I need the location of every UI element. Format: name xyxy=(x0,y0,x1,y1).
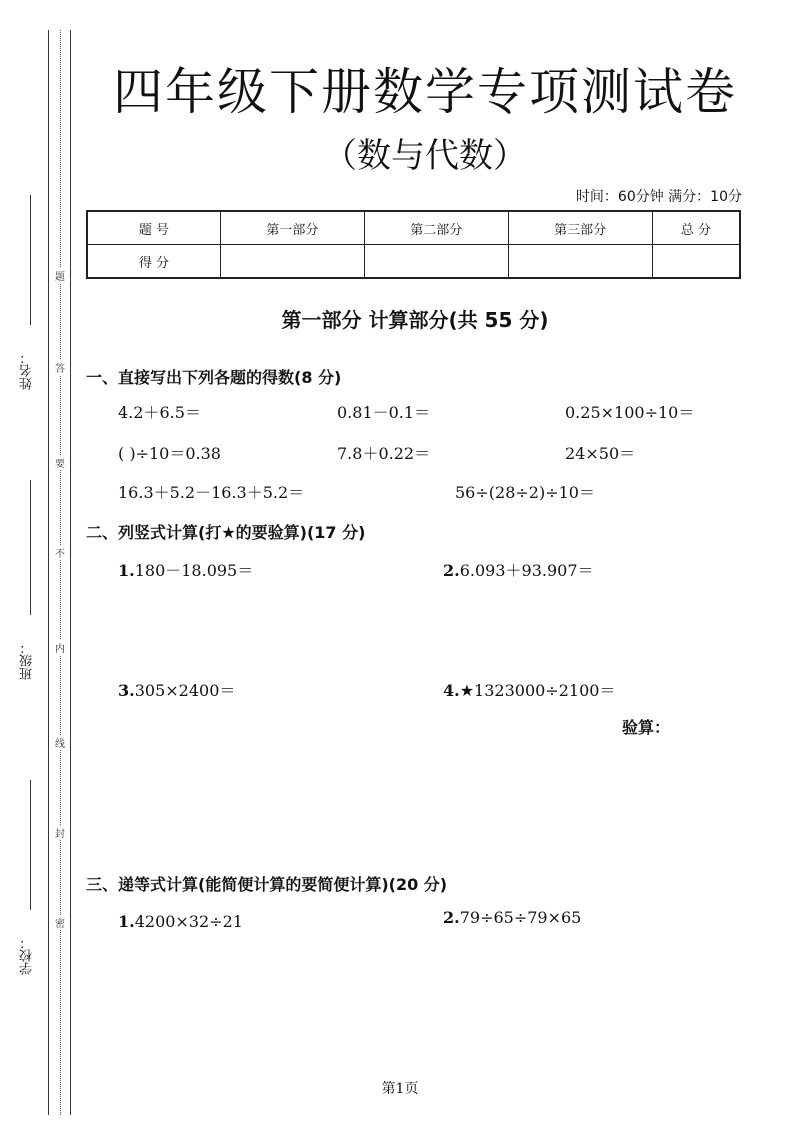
class-label: 班级： xyxy=(20,641,35,680)
score-cell: 题 号 xyxy=(87,211,221,245)
problem-item xyxy=(443,908,581,927)
score-cell: 得 分 xyxy=(87,245,221,279)
score-table-score-row xyxy=(87,245,740,279)
page-number: 第1页 xyxy=(381,1081,419,1097)
seal-char: 题 xyxy=(53,268,67,283)
margin-line xyxy=(70,30,71,1115)
problem-item: 0.25×100÷10＝ xyxy=(565,403,695,422)
seal-char: 答 xyxy=(53,360,67,375)
score-table-header-row xyxy=(87,211,740,245)
section-title: 三、递等式计算(能简便计算的要简便计算)(20 分) xyxy=(86,875,448,894)
score-input-cell[interactable] xyxy=(221,245,365,279)
problem-number: 2. xyxy=(443,561,460,580)
problem-number: 4. xyxy=(443,681,460,700)
page-subtitle: （数与代数） xyxy=(323,136,527,176)
problem-item: 7.8＋0.22＝ xyxy=(337,444,431,463)
exam-meta: 时间：60分钟 满分：10分 xyxy=(575,189,742,205)
school-label: 学校： xyxy=(20,936,35,975)
problem-number: 2. xyxy=(443,908,460,927)
score-input-cell[interactable] xyxy=(364,245,508,279)
problem-item xyxy=(443,558,594,581)
problem-text: 305×2400＝ xyxy=(134,681,236,700)
section-title: 一、直接写出下列各题的得数(8 分) xyxy=(86,368,342,387)
problem-number: 3. xyxy=(118,681,135,700)
problem-item xyxy=(118,678,235,701)
name-underline xyxy=(30,195,32,325)
problem-item xyxy=(118,558,253,581)
binding-margin xyxy=(0,0,75,1131)
problem-item: 16.3＋5.2－16.3＋5.2＝ xyxy=(118,483,305,502)
problem-text: 4200×32÷21 xyxy=(134,912,243,931)
problem-text: ★1323000÷2100＝ xyxy=(459,681,616,700)
problem-text: 6.093＋93.907＝ xyxy=(459,561,594,580)
score-table xyxy=(86,210,741,279)
problem-item: 4.2＋6.5＝ xyxy=(118,403,201,422)
score-cell: 第二部分 xyxy=(364,211,508,245)
problem-item xyxy=(118,912,243,931)
seal-dotted-line xyxy=(60,30,61,1115)
school-underline xyxy=(30,780,32,910)
score-input-cell[interactable] xyxy=(508,245,652,279)
problem-item: 24×50＝ xyxy=(565,444,636,463)
score-cell: 第一部分 xyxy=(221,211,365,245)
seal-char: 线 xyxy=(53,735,67,750)
problem-item: ( )÷10＝0.38 xyxy=(118,444,221,463)
problem-number: 1. xyxy=(118,912,135,931)
score-cell: 第三部分 xyxy=(508,211,652,245)
problem-text: 79÷65÷79×65 xyxy=(459,908,582,927)
seal-char: 内 xyxy=(53,640,67,655)
problem-item xyxy=(443,678,615,701)
part-title: 第一部分 计算部分(共 55 分) xyxy=(281,308,549,332)
section-title: 二、列竖式计算(打★的要验算)(17 分) xyxy=(86,523,366,542)
problem-number: 1. xyxy=(118,561,135,580)
class-underline xyxy=(30,480,32,615)
problem-text: 180－18.095＝ xyxy=(134,561,254,580)
seal-char: 密 xyxy=(53,915,67,930)
seal-char: 要 xyxy=(53,455,67,470)
margin-line xyxy=(48,30,49,1115)
problem-item: 0.81－0.1＝ xyxy=(337,403,431,422)
score-cell: 总 分 xyxy=(652,211,740,245)
problem-item: 56÷(28÷2)÷10＝ xyxy=(455,483,595,502)
name-label: 姓名： xyxy=(20,351,35,390)
page-title: 四年级下册数学专项测试卷 xyxy=(113,63,737,121)
check-label: 验算： xyxy=(622,718,671,737)
score-input-cell[interactable] xyxy=(652,245,740,279)
seal-char: 封 xyxy=(53,825,67,840)
seal-char: 不 xyxy=(53,545,67,560)
